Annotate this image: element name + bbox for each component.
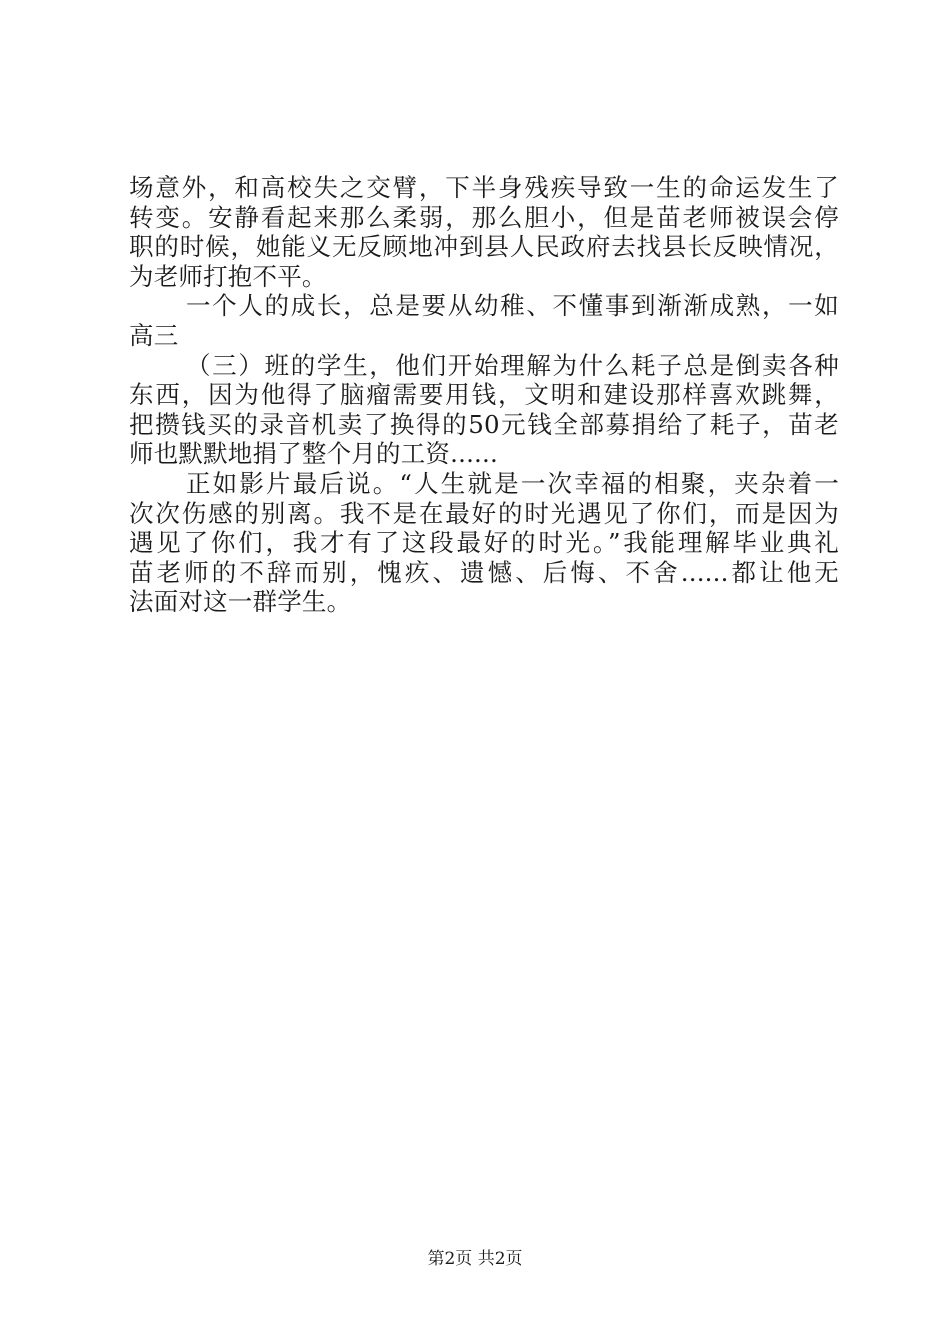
- text-line: 职的时候，她能义无反顾地冲到县人民政府去找县长反映情况，: [129, 232, 839, 262]
- body-text: [129, 173, 839, 617]
- text-line: 把攒钱买的录音机卖了换得的50元钱全部募捐给了耗子，苗老: [129, 409, 839, 439]
- text-line: 苗老师的不辞而别，愧疚、遗憾、后悔、不舍......都让他无: [129, 557, 839, 587]
- text-line: 法面对这一群学生。: [129, 587, 352, 617]
- text-line: 场意外，和高校失之交臂，下半身残疾导致一生的命运发生了: [129, 173, 839, 202]
- text-line: 次次伤感的别离。我不是在最好的时光遇见了你们，而是因为: [129, 498, 839, 528]
- text-line: 高三: [129, 320, 179, 350]
- page-number-footer: 第2页 共2页: [427, 1249, 523, 1269]
- text-line: 转变。安静看起来那么柔弱，那么胆小，但是苗老师被误会停: [129, 202, 839, 232]
- paragraph-start-line: （三）班的学生，他们开始理解为什么耗子总是倒卖各种: [186, 350, 839, 380]
- text-line: 遇见了你们，我才有了这段最好的时光。”我能理解毕业典礼: [129, 528, 839, 558]
- paragraph-start-line: 一个人的成长，总是要从幼稚、不懂事到渐渐成熟，一如: [186, 291, 839, 321]
- paragraph-start-line: 正如影片最后说。“人生就是一次幸福的相聚，夹杂着一: [186, 468, 839, 498]
- text-line: 为老师打抱不平。: [129, 261, 327, 291]
- text-line: 东西，因为他得了脑瘤需要用钱，文明和建设那样喜欢跳舞，: [129, 380, 839, 410]
- text-line: 师也默默地捐了整个月的工资......: [129, 439, 499, 469]
